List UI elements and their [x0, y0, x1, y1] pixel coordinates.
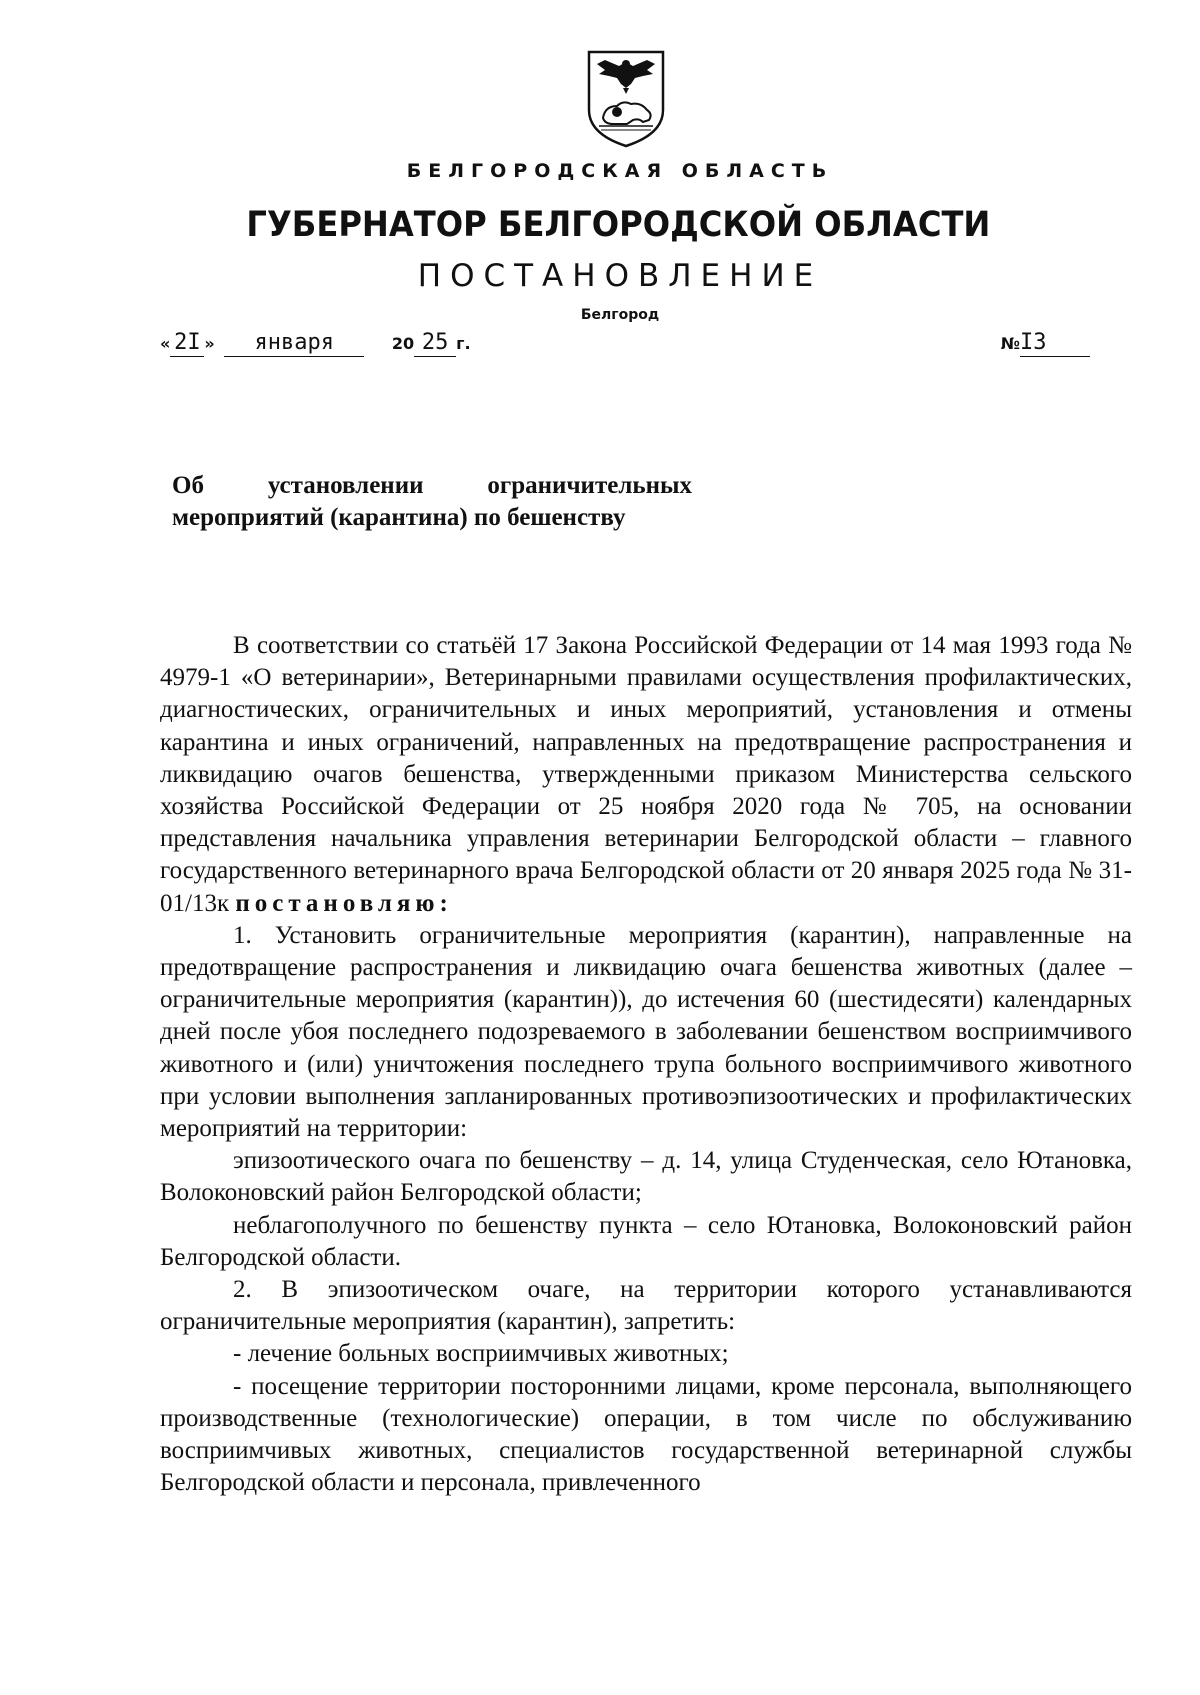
clause-1: 1. Установить ограничительные мероприятия (карантин), направленные на предотвращение распространения и ликвидацию очага бешенства животных (далее – ограничительные мероприятия (карантин)), до истечения 60 (шестидесяти) календарных дней после убоя последнего подозреваемого в заболевании бешенством восприимчивого животного и (или) уничтожения последнего трупа больного восприимчивого животного при условии выполнения запланированных противоэпизоотических и профилактических мероприятий на территории: — [160, 921, 1132, 1143]
preamble-text: В соответствии со статьёй 17 Закона Российской Федерации от 14 мая 1993 года № 4979-1 «О ветеринарии», Ветеринарными правилами осуществления профилактических, диагностических, ограничительных и иных мероприятий, установления и отмены карантина и иных ограничений, направленных на предотвращение распространения и ликвидацию очагов бешенства, утвержденными приказом Министерства сельского хозяйства Российской Федерации от 25 ноября 2020 года № 705, на основании представления начальника управления ветеринарии Белгородской области – главного государственного ветеринарного врача Белгородской области от 20 января 2025 года № 31-01/13к — [160, 632, 1132, 917]
preamble-paragraph — [160, 630, 1132, 920]
clause-2-item-2: - посещение территории посторонними лицами, кроме персонала, выполняющего производственные (технологические) операции, в том числе по обслуживанию восприимчивых животных, специалистов государственной ветеринарной службы Белгородской области и персонала, привлеченного — [160, 1372, 1132, 1497]
date-year-prefix: 20 — [391, 334, 415, 353]
number-value: I3 — [1020, 330, 1090, 357]
title-line-2: мероприятий (карантина) по бешенству — [172, 504, 626, 531]
decree-word: постановляю: — [235, 889, 453, 917]
clause-1-focus: эпизоотического очага по бешенству – д. 14, улица Студенческая, село Ютановка, Волоконовский район Белгородской области; — [160, 1147, 1132, 1207]
authority-title: ГУБЕРНАТОР БЕЛГОРОДСКОЙ ОБЛАСТИ — [246, 205, 991, 245]
date-day: 2I — [170, 330, 204, 357]
city-name: Белгород — [580, 307, 660, 323]
clause-1-settlement: неблагополучного по бешенству пункта – село Ютановка, Волоконовский район Белгородской области. — [160, 1211, 1132, 1271]
date-year-mark: г. — [456, 334, 471, 353]
decree-title — [172, 470, 692, 534]
coat-of-arms-icon — [583, 48, 669, 150]
clause-2-item-1: - лечение больных восприимчивых животных; — [233, 1340, 729, 1368]
decree-number — [1001, 330, 1090, 357]
date-open-quote: « — [160, 334, 171, 353]
date-close-quote: » — [204, 334, 215, 353]
title-line-1: Об установлении ограничительных — [172, 472, 692, 499]
date-number-line — [160, 330, 1090, 366]
decree-body — [160, 630, 1132, 1499]
region-name: БЕЛГОРОДСКАЯ ОБЛАСТЬ — [406, 160, 834, 182]
date-year-suffix: 25 — [414, 330, 456, 357]
clause-2: 2. В эпизоотическом очаге, на территории которого устанавливаются ограничительные мероприятия (карантин), запретить: — [160, 1276, 1132, 1336]
date-month: января — [224, 330, 364, 357]
document-type: ПОСТАНОВЛЕНИЕ — [417, 258, 823, 294]
number-label: № — [1000, 334, 1020, 353]
